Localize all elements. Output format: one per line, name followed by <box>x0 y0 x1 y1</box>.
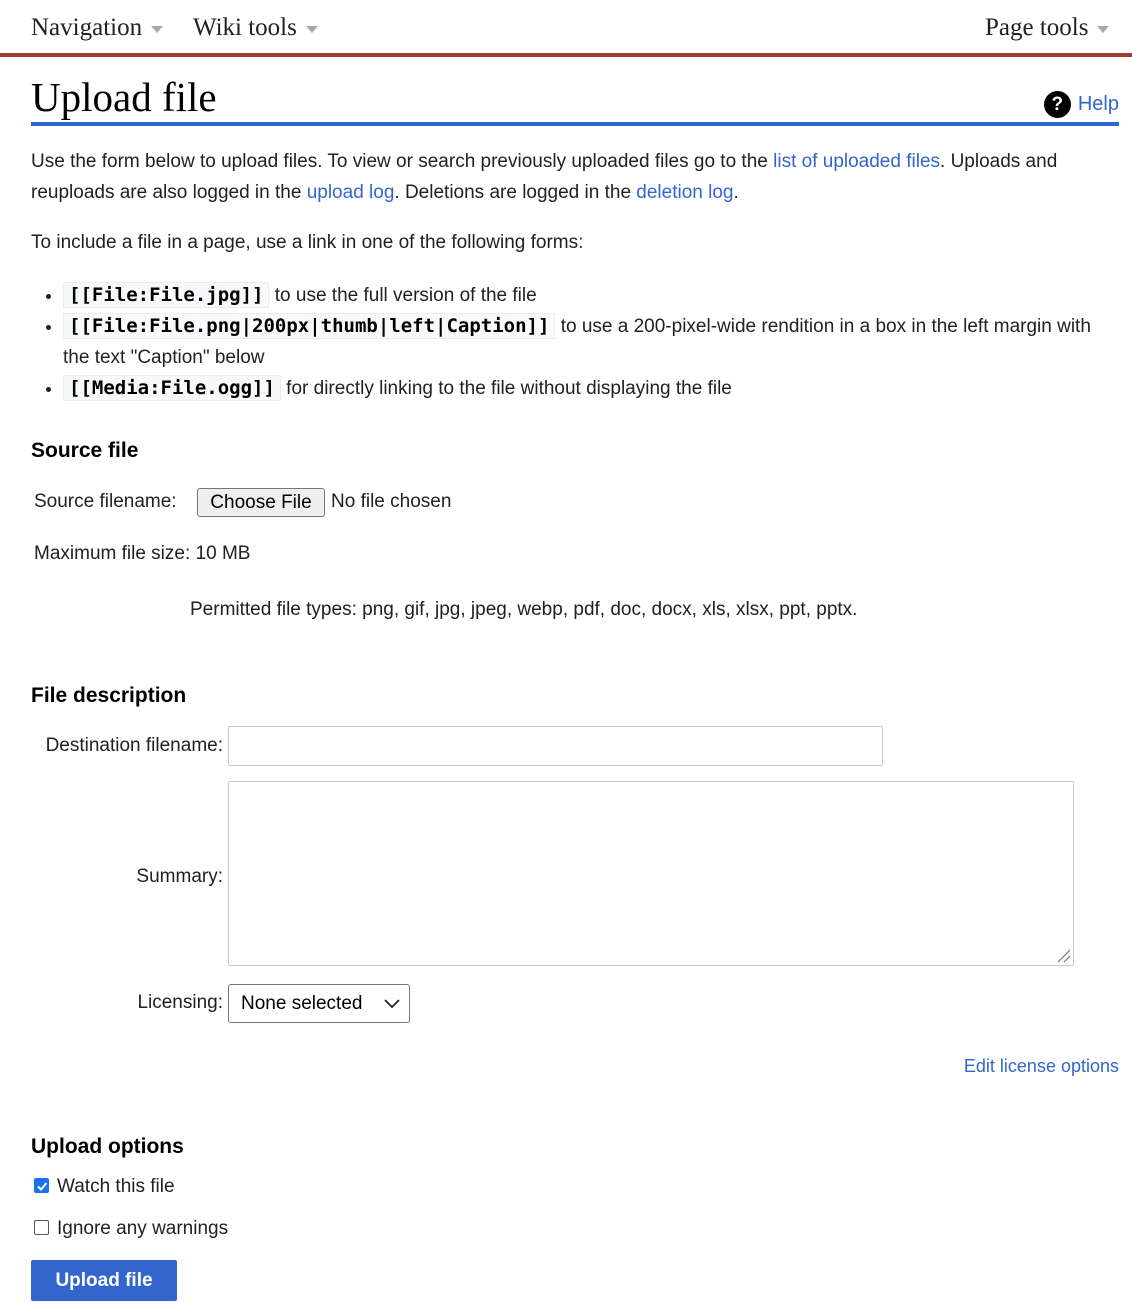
help-link[interactable] <box>1044 91 1119 118</box>
wikitext-code: [[File:File.jpg]] <box>63 282 269 308</box>
watch-this-file-checkbox[interactable] <box>34 1178 49 1193</box>
wiki-tools-menu-label: Wiki tools <box>193 14 297 41</box>
checkmark-icon <box>36 1180 48 1192</box>
source-file-heading: Source file <box>31 439 139 462</box>
licensing-label: Licensing: <box>137 992 223 1013</box>
link-forms-list <box>31 280 1111 404</box>
licensing-select[interactable] <box>228 984 410 1023</box>
summary-textarea[interactable] <box>228 781 1074 966</box>
chevron-down-icon <box>306 26 318 33</box>
page-tools-menu[interactable] <box>985 14 1109 42</box>
intro-text-4: . <box>733 182 739 203</box>
max-file-size-text: Maximum file size: 10 MB <box>34 543 251 564</box>
title-underline <box>31 122 1119 126</box>
upload-file-button[interactable]: Upload file <box>31 1260 177 1301</box>
intro-text-1: Use the form below to upload files. To view or search previously uploaded files go to the <box>31 151 774 172</box>
chevron-down-icon <box>1097 26 1109 33</box>
intro-paragraph <box>31 146 1111 208</box>
list-item-text: for directly linking to the file without displaying the file <box>280 378 732 399</box>
wikitext-code: [[Media:File.ogg]] <box>63 375 281 401</box>
watch-this-file-label[interactable]: Watch this file <box>57 1176 175 1197</box>
chevron-down-icon <box>383 997 401 1009</box>
file-description-heading: File description <box>31 684 187 707</box>
navigation-menu-label: Navigation <box>31 14 143 41</box>
upload-options-heading: Upload options <box>31 1135 184 1158</box>
chevron-down-icon <box>151 26 163 33</box>
list-item-text: to use a 200-pixel-wide rendition in a box in the left margin with the text "Caption" below <box>63 316 1091 368</box>
intro-text-2: . Uploads and reuploads are also logged in the <box>31 151 1058 203</box>
list-of-uploaded-files-link[interactable]: list of uploaded files <box>773 151 941 172</box>
navigation-menu[interactable] <box>31 14 163 42</box>
wiki-tools-menu[interactable] <box>193 14 318 42</box>
no-file-chosen-text: No file chosen <box>331 491 452 512</box>
summary-label: Summary: <box>136 866 223 887</box>
list-item <box>63 373 1111 404</box>
wikitext-code: [[File:File.png|200px|thumb|left|Caption]] <box>63 313 555 339</box>
list-item <box>63 280 1111 311</box>
licensing-selected-value: None selected <box>241 992 363 1014</box>
destination-filename-input[interactable] <box>228 726 883 766</box>
intro-text-3: . Deletions are logged in the <box>394 182 637 203</box>
ignore-warnings-checkbox[interactable] <box>34 1220 49 1235</box>
help-link-label: Help <box>1077 93 1119 115</box>
choose-file-button[interactable]: Choose File <box>197 488 325 517</box>
permitted-file-types-text: Permitted file types: png, gif, jpg, jpeg, webp, pdf, doc, docx, xls, xlsx, ppt, pptx. <box>190 599 858 620</box>
page-tools-menu-label: Page tools <box>985 14 1089 41</box>
deletion-log-link[interactable]: deletion log <box>636 182 734 203</box>
page-title: Upload file <box>31 74 217 120</box>
top-navigation-bar <box>0 0 1132 57</box>
source-filename-label: Source filename: <box>34 491 177 512</box>
destination-filename-label: Destination filename: <box>45 735 223 756</box>
edit-license-options-link[interactable]: Edit license options <box>963 1056 1119 1076</box>
resize-grip-icon[interactable] <box>1055 947 1071 963</box>
help-icon: ? <box>1044 91 1071 118</box>
ignore-warnings-label[interactable]: Ignore any warnings <box>57 1218 229 1239</box>
upload-log-link[interactable]: upload log <box>306 182 395 203</box>
list-item-text: to use the full version of the file <box>269 285 537 306</box>
include-instructions: To include a file in a page, use a link in one of the following forms: <box>31 232 584 253</box>
list-item <box>63 311 1111 373</box>
